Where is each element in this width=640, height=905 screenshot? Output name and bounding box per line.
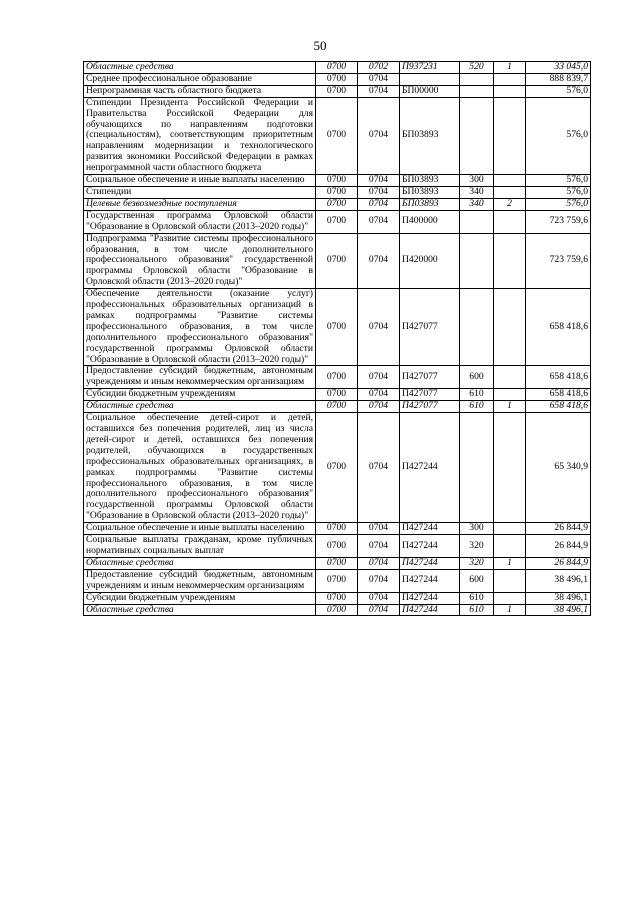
cell-expense-type: 300 — [460, 523, 494, 535]
table-row — [84, 85, 591, 97]
cell-name: Областные средства — [84, 62, 316, 74]
table-row — [84, 62, 591, 74]
table-row — [84, 186, 591, 198]
cell-section: 0700 — [316, 535, 358, 558]
cell-expense-type: 610 — [460, 389, 494, 401]
cell-target-article: П400000 — [400, 210, 460, 233]
cell-target-article: П427244 — [400, 569, 460, 592]
cell-name: Социальное обеспечение и иные выплаты населению — [84, 175, 316, 187]
cell-expense-type: 320 — [460, 557, 494, 569]
cell-subsection: 0704 — [358, 186, 400, 198]
cell-funding-source — [494, 289, 526, 366]
cell-amount: 658 418,6 — [526, 366, 591, 389]
cell-funding-source — [494, 366, 526, 389]
cell-section: 0700 — [316, 523, 358, 535]
cell-section: 0700 — [316, 186, 358, 198]
cell-section: 0700 — [316, 85, 358, 97]
cell-subsection: 0704 — [358, 604, 400, 616]
cell-subsection: 0704 — [358, 389, 400, 401]
cell-name: Стипендии Президента Российской Федерации и Правительства Российской Федерации для обучающихся по направлениям подготовки (специальностям), соответствующим приоритетным направлениям модернизации и технологического развития экономики Российской Федерации в рамках непрограммной части областного бюджета — [84, 97, 316, 174]
cell-funding-source: 1 — [494, 401, 526, 413]
cell-section: 0700 — [316, 413, 358, 523]
table-row — [84, 389, 591, 401]
cell-funding-source — [494, 233, 526, 289]
cell-subsection: 0704 — [358, 557, 400, 569]
cell-expense-type — [460, 289, 494, 366]
cell-target-article: БП03893 — [400, 186, 460, 198]
cell-target-article: П427244 — [400, 592, 460, 604]
cell-amount: 38 496,1 — [526, 592, 591, 604]
cell-subsection: 0704 — [358, 366, 400, 389]
cell-amount: 658 418,6 — [526, 401, 591, 413]
cell-target-article: П427077 — [400, 366, 460, 389]
cell-section: 0700 — [316, 97, 358, 174]
cell-amount: 576,0 — [526, 97, 591, 174]
table-row — [84, 535, 591, 558]
cell-target-article: П427077 — [400, 401, 460, 413]
cell-funding-source — [494, 175, 526, 187]
cell-target-article: П427077 — [400, 289, 460, 366]
cell-subsection: 0704 — [358, 592, 400, 604]
cell-expense-type: 520 — [460, 62, 494, 74]
table-row — [84, 198, 591, 210]
cell-expense-type — [460, 210, 494, 233]
page-number: 50 — [313, 38, 327, 53]
cell-section: 0700 — [316, 557, 358, 569]
cell-section: 0700 — [316, 401, 358, 413]
cell-subsection: 0704 — [358, 523, 400, 535]
cell-funding-source — [494, 535, 526, 558]
cell-subsection: 0704 — [358, 413, 400, 523]
cell-section: 0700 — [316, 389, 358, 401]
cell-name: Среднее профессиональное образование — [84, 73, 316, 85]
table-row — [84, 604, 591, 616]
cell-target-article: П427244 — [400, 557, 460, 569]
cell-amount: 65 340,9 — [526, 413, 591, 523]
cell-funding-source: 1 — [494, 62, 526, 74]
cell-funding-source: 1 — [494, 557, 526, 569]
table-row — [84, 557, 591, 569]
cell-target-article: П937231 — [400, 62, 460, 74]
cell-name: Предоставление субсидий бюджетным, автономным учреждениям и иным некоммерческим организациям — [84, 569, 316, 592]
table-body — [84, 62, 591, 616]
cell-name: Социальное обеспечение детей-сирот и детей, оставшихся без попечения родителей, лиц из числа детей-сирот и детей, оставшихся без попечения родителей, обучающихся в государственных профессиональных образовательных организациях, в рамках подпрограммы "Развитие системы профессионального образования, в том числе дополнительного профессионального образования" государственной программы Орловской области "Образование в Орловской области (2013–2020 годы)" — [84, 413, 316, 523]
cell-target-article: БП03893 — [400, 97, 460, 174]
table-row — [84, 210, 591, 233]
cell-subsection: 0704 — [358, 198, 400, 210]
table-row — [84, 413, 591, 523]
cell-name: Стипендии — [84, 186, 316, 198]
cell-name: Социальное обеспечение и иные выплаты населению — [84, 523, 316, 535]
cell-target-article: П427244 — [400, 604, 460, 616]
cell-funding-source — [494, 413, 526, 523]
cell-target-article: БП03893 — [400, 198, 460, 210]
cell-amount: 26 844,9 — [526, 535, 591, 558]
cell-target-article: П427244 — [400, 535, 460, 558]
cell-name: Субсидии бюджетным учреждениям — [84, 389, 316, 401]
cell-target-article — [400, 73, 460, 85]
cell-section: 0700 — [316, 569, 358, 592]
cell-section: 0700 — [316, 62, 358, 74]
cell-amount: 723 759,6 — [526, 210, 591, 233]
cell-subsection: 0704 — [358, 233, 400, 289]
cell-amount: 576,0 — [526, 85, 591, 97]
cell-funding-source — [494, 523, 526, 535]
cell-expense-type: 320 — [460, 535, 494, 558]
cell-funding-source — [494, 592, 526, 604]
cell-name: Областные средства — [84, 401, 316, 413]
table-row — [84, 366, 591, 389]
cell-funding-source — [494, 210, 526, 233]
cell-target-article: П427244 — [400, 523, 460, 535]
cell-expense-type: 610 — [460, 401, 494, 413]
cell-funding-source — [494, 186, 526, 198]
cell-section: 0700 — [316, 210, 358, 233]
cell-funding-source — [494, 73, 526, 85]
cell-expense-type: 340 — [460, 198, 494, 210]
cell-target-article: П420000 — [400, 233, 460, 289]
table-row — [84, 73, 591, 85]
cell-funding-source — [494, 85, 526, 97]
cell-name: Целевые безвозмездные поступления — [84, 198, 316, 210]
cell-subsection: 0704 — [358, 289, 400, 366]
cell-expense-type: 610 — [460, 604, 494, 616]
cell-expense-type: 610 — [460, 592, 494, 604]
cell-name: Государственная программа Орловской области "Образование в Орловской области (2013–2020 годы)" — [84, 210, 316, 233]
cell-name: Социальные выплаты гражданам, кроме публичных нормативных социальных выплат — [84, 535, 316, 558]
cell-name: Обеспечение деятельности (оказание услуг) профессиональных образовательных организаций в рамках подпрограммы "Развитие системы профессионального образования, в том числе дополнительного профессионального образования" государственной программы Орловской области "Образование в Орловской области (2013–2020 годы)" — [84, 289, 316, 366]
cell-subsection: 0704 — [358, 401, 400, 413]
cell-expense-type — [460, 413, 494, 523]
cell-subsection: 0704 — [358, 175, 400, 187]
cell-expense-type: 600 — [460, 569, 494, 592]
cell-target-article: БП00000 — [400, 85, 460, 97]
cell-subsection: 0704 — [358, 85, 400, 97]
cell-section: 0700 — [316, 73, 358, 85]
cell-name: Областные средства — [84, 557, 316, 569]
table-row — [84, 233, 591, 289]
cell-subsection: 0704 — [358, 97, 400, 174]
cell-expense-type: 300 — [460, 175, 494, 187]
cell-funding-source — [494, 569, 526, 592]
table-row — [84, 97, 591, 174]
cell-section: 0700 — [316, 604, 358, 616]
table-row — [84, 569, 591, 592]
cell-amount: 723 759,6 — [526, 233, 591, 289]
cell-name: Предоставление субсидий бюджетным, автономным учреждениям и иным некоммерческим организациям — [84, 366, 316, 389]
cell-amount: 576,0 — [526, 186, 591, 198]
cell-section: 0700 — [316, 233, 358, 289]
cell-subsection: 0704 — [358, 73, 400, 85]
cell-target-article: П427244 — [400, 413, 460, 523]
cell-name: Подпрограмма "Развитие системы профессионального образования, в том числе дополнительного профессионального образования" государственной программы Орловской области "Образование в Орловской области (2013–2020 годы)" — [84, 233, 316, 289]
cell-amount: 658 418,6 — [526, 389, 591, 401]
cell-funding-source: 2 — [494, 198, 526, 210]
cell-amount: 658 418,6 — [526, 289, 591, 366]
cell-funding-source: 1 — [494, 604, 526, 616]
cell-amount: 38 496,1 — [526, 604, 591, 616]
cell-expense-type: 600 — [460, 366, 494, 389]
table-row — [84, 289, 591, 366]
cell-section: 0700 — [316, 175, 358, 187]
cell-subsection: 0704 — [358, 210, 400, 233]
table-row — [84, 401, 591, 413]
cell-amount: 26 844,9 — [526, 523, 591, 535]
cell-section: 0700 — [316, 592, 358, 604]
cell-name: Областные средства — [84, 604, 316, 616]
cell-target-article: П427077 — [400, 389, 460, 401]
cell-expense-type — [460, 97, 494, 174]
table-row — [84, 592, 591, 604]
table-row — [84, 523, 591, 535]
cell-subsection: 0702 — [358, 62, 400, 74]
cell-target-article: БП03893 — [400, 175, 460, 187]
cell-section: 0700 — [316, 366, 358, 389]
cell-amount: 576,0 — [526, 175, 591, 187]
cell-name: Непрограммная часть областного бюджета — [84, 85, 316, 97]
cell-expense-type: 340 — [460, 186, 494, 198]
cell-name: Субсидии бюджетным учреждениям — [84, 592, 316, 604]
cell-amount: 576,0 — [526, 198, 591, 210]
cell-expense-type — [460, 233, 494, 289]
cell-amount: 888 839,7 — [526, 73, 591, 85]
cell-funding-source — [494, 389, 526, 401]
cell-amount: 26 844,9 — [526, 557, 591, 569]
cell-amount: 38 496,1 — [526, 569, 591, 592]
cell-expense-type — [460, 85, 494, 97]
cell-expense-type — [460, 73, 494, 85]
cell-amount: 33 045,0 — [526, 62, 591, 74]
budget-table — [83, 61, 591, 616]
cell-section: 0700 — [316, 198, 358, 210]
cell-section: 0700 — [316, 289, 358, 366]
table-row — [84, 175, 591, 187]
cell-funding-source — [494, 97, 526, 174]
cell-subsection: 0704 — [358, 569, 400, 592]
cell-subsection: 0704 — [358, 535, 400, 558]
